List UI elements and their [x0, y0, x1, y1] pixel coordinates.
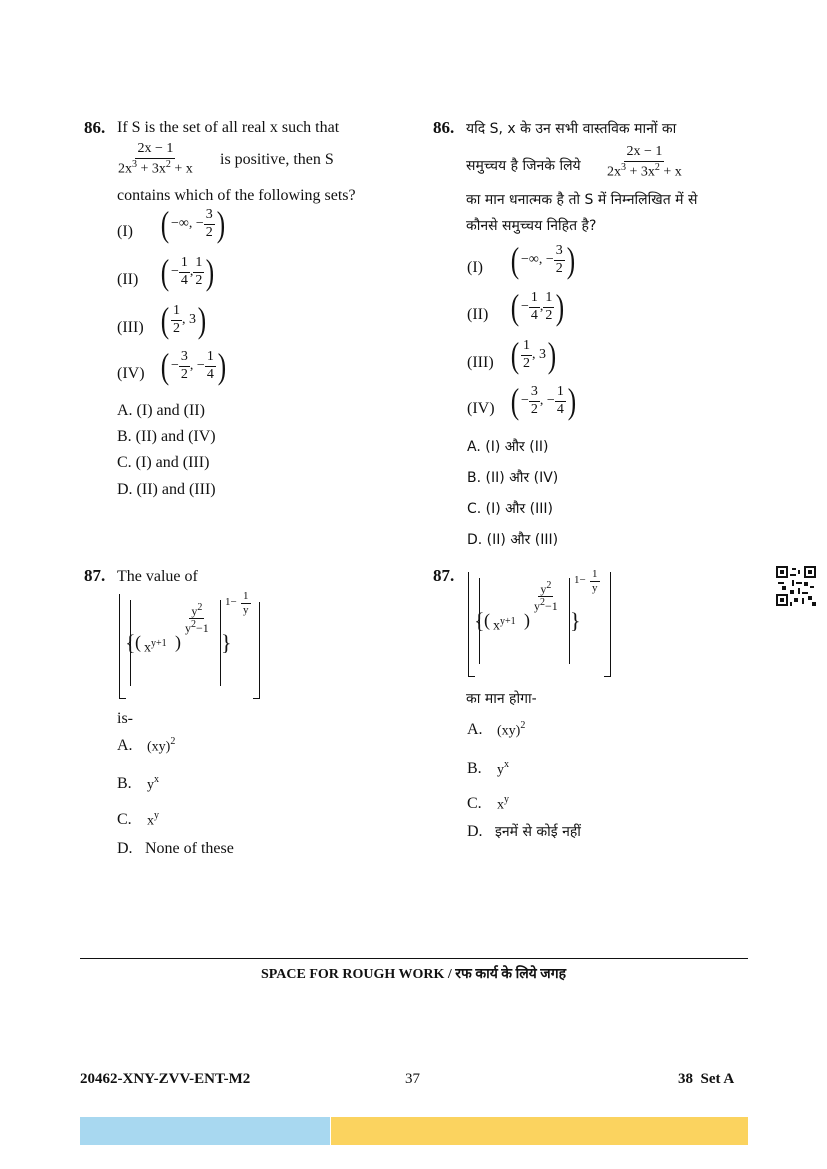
set-item: (III) ( $\frac{1}{2}$ , 3 ) — [467, 335, 557, 375]
expression-87: { ( $x^{y+1}$ ) $\frac{y^2}{y^2-1}$ } 1− $\frac{1}{y}$ — [466, 570, 616, 682]
set-item: (I) ( −∞, − $\frac{3}{2}$ ) — [467, 240, 575, 280]
divider — [80, 958, 748, 959]
color-bar-left — [80, 1117, 330, 1145]
answer-option[interactable]: D. (II) and (III) — [117, 481, 216, 498]
answer-option[interactable]: D. इनमें से कोई नहीं — [467, 823, 581, 840]
answer-option[interactable]: B. (II) and (IV) — [117, 428, 216, 445]
expression-fraction: $\frac{2x - 1}{2x^3 + 3x^2 + x}$ — [607, 144, 682, 180]
answer-option[interactable]: D. None of these — [117, 840, 234, 857]
answer-option[interactable]: A. (xy)$^2$ — [467, 720, 526, 739]
question-number: 86. — [433, 118, 455, 137]
answer-option[interactable]: B. $y^x$ — [467, 759, 509, 778]
question-number: 87. — [433, 566, 455, 585]
answer-option[interactable]: C. (I) और (III) — [467, 501, 553, 517]
set-item: (IV) ( − $\frac{3}{2}$ , − $\frac{1}{4}$ ) — [467, 381, 577, 421]
fraction-numerator: 2x − 1 — [135, 141, 175, 159]
set-item: (II) ( − $\frac{1}{4}$ , $\frac{1}{2}$ ) — [117, 252, 215, 292]
question-stem: यदि S, x के उन सभी वास्तविक मानों का — [466, 121, 677, 137]
answer-option[interactable]: C. $x^y$ — [467, 794, 509, 813]
set-item: (III) ( $\frac{1}{2}$ , 3 ) — [117, 300, 207, 340]
fraction-denominator: $2x^3 + 3x^2 + x$ — [118, 158, 193, 177]
paper-code: 20462-XNY-ZVV-ENT-M2 — [80, 1071, 251, 1087]
question-stem: is- — [117, 710, 133, 727]
question-stem: समुच्चय है जिनके लिये — [466, 158, 581, 174]
answer-option[interactable]: A. (xy)$^2$ — [117, 736, 176, 755]
set-item: (IV) ( − $\frac{3}{2}$ , − $\frac{1}{4}$ ) — [117, 346, 227, 386]
question-stem: contains which of the following sets? — [117, 187, 356, 204]
question-stem: का मान धनात्मक है तो S में निम्नलिखित में से — [466, 192, 698, 208]
page-number: 37 — [405, 1071, 420, 1087]
color-bar-right — [331, 1117, 748, 1145]
expression-fraction — [116, 141, 195, 178]
question-stem: कौनसे समुच्चय निहित है? — [466, 218, 597, 234]
question-stem: का मान होगा- — [466, 691, 537, 707]
answer-option[interactable]: B. $y^x$ — [117, 774, 159, 793]
question-stem: If S is the set of all real x such that — [117, 119, 340, 136]
question-number: 86. — [84, 118, 106, 137]
set-item: (I) ( −∞, − $\frac{3}{2}$ ) — [117, 204, 225, 244]
question-stem: is positive, then S — [220, 151, 334, 168]
set-item: (II) ( − $\frac{1}{4}$ , $\frac{1}{2}$ ) — [467, 287, 565, 327]
expression-87: { ( $x^{y+1}$ ) $\frac{y^2}{y^2-1}$ } 1− $\frac{1}{y}$ — [117, 592, 261, 702]
answer-option[interactable]: A. (I) and (II) — [117, 402, 205, 419]
answer-option[interactable]: C. (I) and (III) — [117, 454, 210, 471]
answer-option[interactable]: A. (I) और (II) — [467, 439, 549, 455]
answer-option[interactable]: B. (II) और (IV) — [467, 470, 559, 486]
set-label: 38 Set A — [678, 1071, 735, 1087]
answer-option[interactable]: D. (II) और (III) — [467, 532, 559, 548]
answer-option[interactable]: C. $x^y$ — [117, 810, 159, 829]
question-stem: The value of — [117, 568, 198, 585]
qr-code-icon — [776, 566, 816, 606]
question-number: 87. — [84, 566, 106, 585]
rough-work-heading: SPACE FOR ROUGH WORK / रफ कार्य के लिये जगह — [260, 967, 567, 982]
